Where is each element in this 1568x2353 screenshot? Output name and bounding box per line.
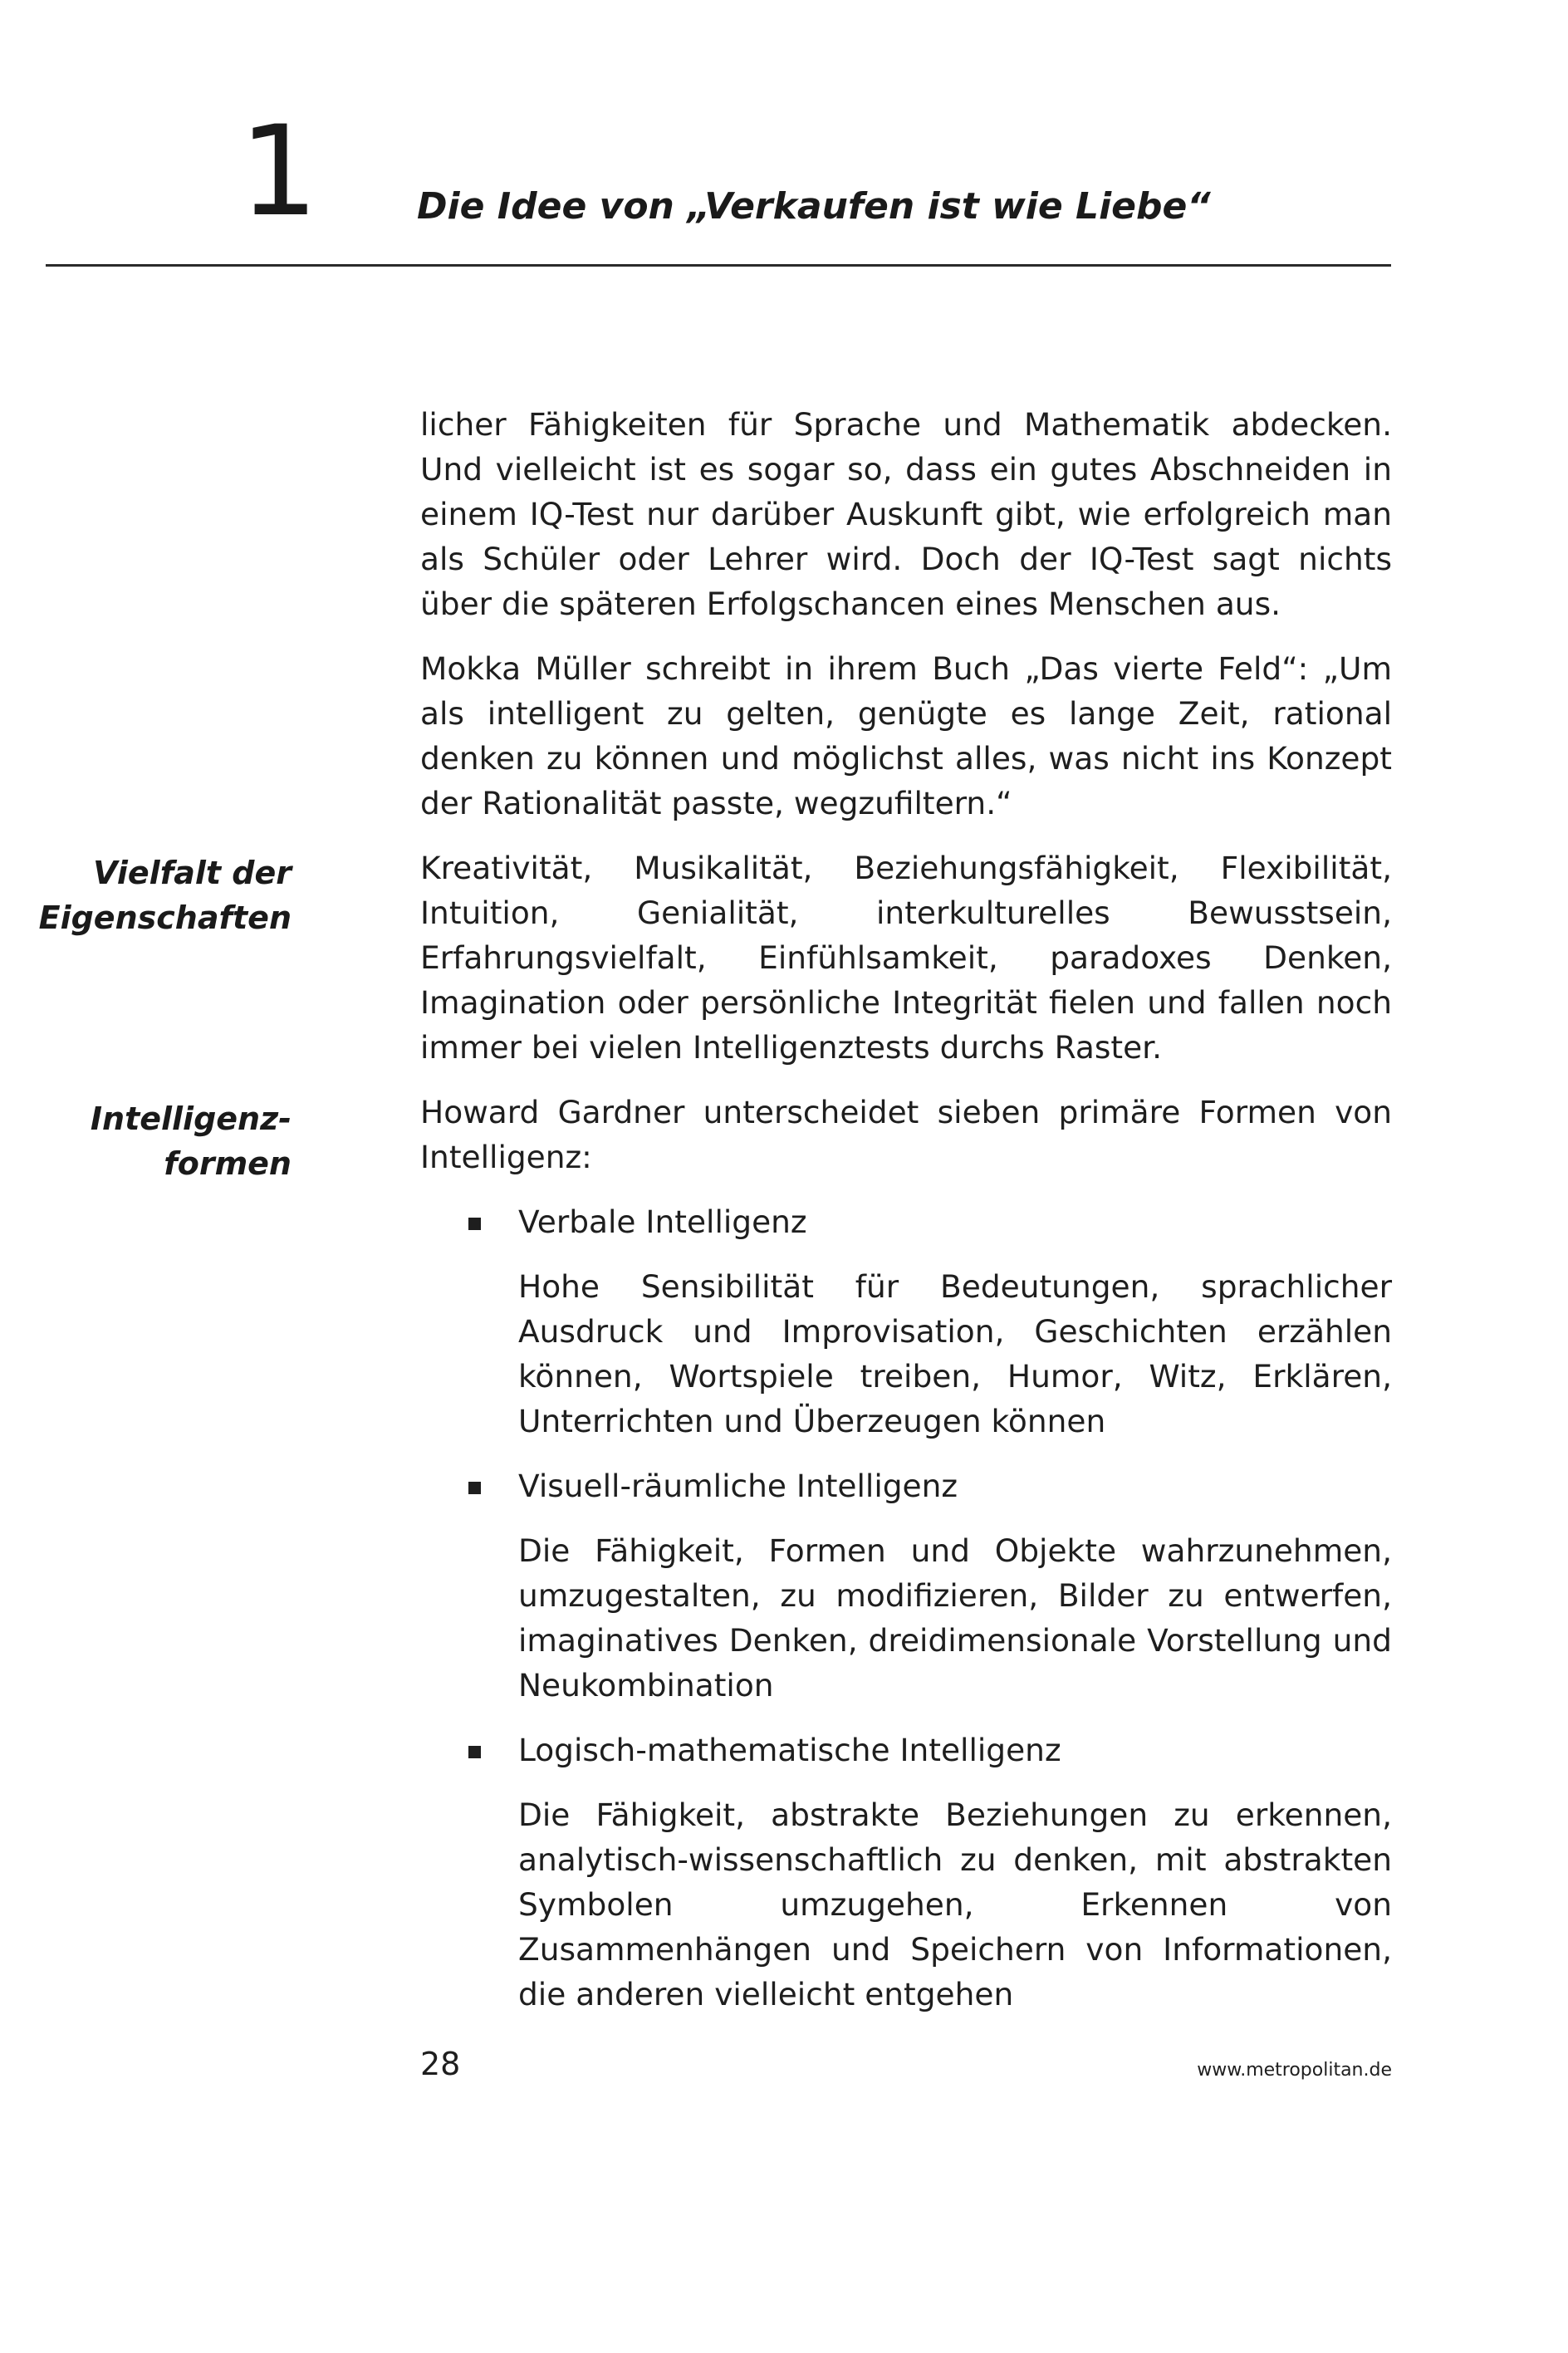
bullet-title: Visuell-räumliche Intelligenz [420, 1463, 1392, 1508]
paragraph: Howard Gardner unterscheidet sieben primäre Formen von Intelligenz: [420, 1094, 1392, 1175]
chapter-number: 1 [239, 100, 319, 244]
margin-note-vielfalt [39, 851, 292, 940]
paragraph: Kreativität, Musikalität, Beziehungsfähigkeit, Flexibilität, Intuition, Genialität, interkulturelles Bewusstsein, Erfahrungsvielfalt, Einfühlsamkeit, paradoxes Denken, Imagination oder persönliche Integrität fielen und fallen noch immer bei vielen Intelligenztests durchs Raster. [420, 850, 1392, 1066]
header-divider [46, 264, 1391, 267]
main-text [420, 402, 1392, 2037]
margin-note-line: Vielfalt der [93, 855, 292, 891]
margin-note-line: formen [164, 1145, 292, 1182]
margin-note-line: Eigenschaften [38, 900, 292, 936]
bullet-description: Hohe Sensibilität für Bedeutungen, sprachlicher Ausdruck und Improvisation, Geschichten erzählen können, Wortspiele treiben, Humor, Witz, Erklären, Unterrichten und Überzeugen können [518, 1268, 1392, 1439]
bullet-title: Verbale Intelligenz [420, 1199, 1392, 1244]
page-number: 28 [420, 2046, 461, 2082]
chapter-title: Die Idee von „Verkaufen ist wie Liebe“ [417, 185, 1211, 228]
bullet-description: Die Fähigkeit, Formen und Objekte wahrzunehmen, umzugestalten, zu modifizieren, Bilder zu entwerfen, imaginatives Denken, dreidimensionale Vorstellung und Neukombination [518, 1532, 1392, 1703]
margin-note-intelligenzformen [91, 1096, 292, 1186]
bullet-title: Logisch-mathematische Intelligenz [420, 1728, 1392, 1772]
paragraph: licher Fähigkeiten für Sprache und Mathematik abdecken. Und vielleicht ist es sogar so, dass ein gutes Abschneiden in einem IQ-Test nur darüber Auskunft gibt, wie erfolgreich man als Schüler oder Lehrer wird. Doch der IQ-Test sagt nichts über die späteren Erfolgschancen eines Menschen aus. [420, 406, 1392, 622]
bullet-description: Die Fähigkeit, abstrakte Beziehungen zu erkennen, analytisch-wissenschaftlich zu denken, mit abstrakten Symbolen umzugehen, Erkennen von Zusammenhängen und Speichern von Informationen, die anderen vielleicht entgehen [518, 1797, 1392, 2012]
margin-note-line: Intelligenz- [90, 1101, 292, 1137]
paragraph: Mokka Müller schreibt in ihrem Buch „Das vierte Feld“: „Um als intelligent zu gelten, genügte es lange Zeit, rational denken zu können und möglichst alles, was nicht ins Konzept der Rationalität passte, wegzufiltern.“ [420, 650, 1392, 821]
publisher-url: www.metropolitan.de [1197, 2060, 1392, 2081]
